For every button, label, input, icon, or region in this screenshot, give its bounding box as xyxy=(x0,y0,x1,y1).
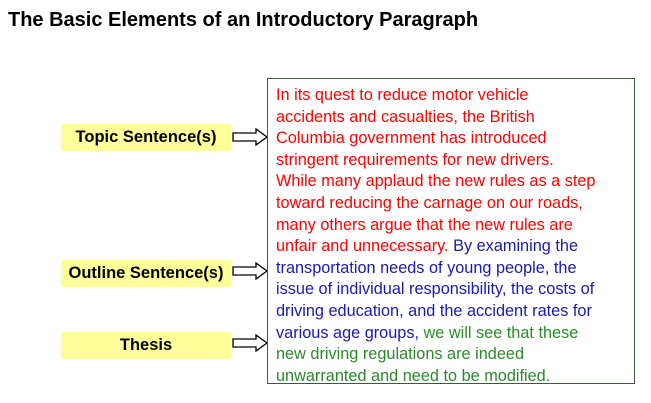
outline-arrow-icon xyxy=(232,262,268,280)
paragraph-line xyxy=(276,366,628,388)
topic-text: While many applaud the new rules as a step xyxy=(276,172,596,191)
paragraph-line xyxy=(276,323,628,345)
paragraph-line xyxy=(276,279,628,301)
outline-text: transportation needs of young people, the xyxy=(276,258,577,277)
page-title: The Basic Elements of an Introductory Paragraph xyxy=(8,9,479,31)
outline-text: issue of individual responsibility, the costs of xyxy=(276,280,595,299)
topic-text: toward reducing the carnage on our roads, xyxy=(276,193,583,212)
topic-text: many others argue that the new rules are xyxy=(276,215,573,234)
paragraph-box xyxy=(267,78,635,384)
paragraph-line xyxy=(276,150,628,172)
paragraph-line xyxy=(276,236,628,258)
paragraph-line xyxy=(276,128,628,150)
topic-arrow-icon xyxy=(232,128,268,146)
outline-sentence-label: Outline Sentence(s) xyxy=(61,260,231,287)
topic-text: Columbia government has introduced xyxy=(276,129,547,148)
paragraph-line xyxy=(276,344,628,366)
paragraph-line xyxy=(276,215,628,237)
thesis-text: unwarranted and need to be modified. xyxy=(276,366,551,385)
topic-text: stringent requirements for new drivers. xyxy=(276,150,554,169)
paragraph-line xyxy=(276,193,628,215)
thesis-label: Thesis xyxy=(61,332,231,359)
paragraph-line xyxy=(276,171,628,193)
paragraph-line xyxy=(276,85,628,107)
topic-sentence-label: Topic Sentence(s) xyxy=(61,124,231,151)
topic-text: accidents and casualties, the British xyxy=(276,107,535,126)
topic-text: In its quest to reduce motor vehicle xyxy=(276,86,529,104)
thesis-text: new driving regulations are indeed xyxy=(276,345,524,364)
thesis-arrow-icon xyxy=(232,334,268,352)
outline-text: driving education, and the accident rates for xyxy=(276,301,592,320)
paragraph-line xyxy=(276,258,628,280)
paragraph-line xyxy=(276,301,628,323)
topic-text: unfair and unnecessary. xyxy=(276,237,449,256)
thesis-text: we will see that these xyxy=(419,323,579,342)
outline-text: various age groups, xyxy=(276,323,420,342)
outline-text: By examining the xyxy=(448,237,578,256)
paragraph-line xyxy=(276,107,628,129)
